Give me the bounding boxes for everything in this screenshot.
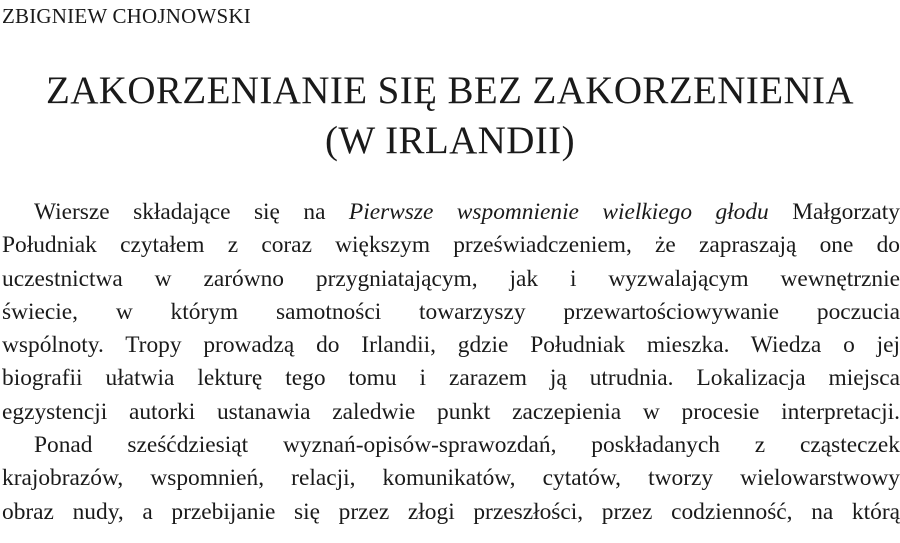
article-body	[2, 196, 900, 529]
text-line: uczestnictwa w zarówno przygniatającym, jak i wyzwalającym wewnętrznie	[2, 265, 900, 292]
title-line-2: (W IRLANDII)	[325, 119, 575, 162]
article-title	[0, 66, 900, 166]
text-line: obraz nudy, a przebijanie się przez złogi przeszłości, przez codzienność, na którą	[2, 498, 900, 525]
author-name: ZBIGNIEW CHOJNOWSKI	[2, 4, 251, 28]
text-line: egzystencji autorki ustanawia zaledwie punkt zaczepienia w procesie interpretacji.	[2, 398, 900, 425]
text-line: krajobrazów, wspomnień, relacji, komunikatów, cytatów, tworzy wielowarstwowy	[2, 465, 900, 492]
text-line: biografii ułatwia lekturę tego tomu i zarazem ją utrudnia. Lokalizacja miejsca	[2, 365, 900, 392]
paragraph-2	[2, 429, 900, 529]
text-run: Wiersze składające się na	[34, 199, 349, 225]
text-line: świecie, w którym samotności towarzyszy przewartościowywanie poczucia	[2, 298, 900, 325]
text-line	[2, 196, 900, 229]
book-title-italic: Pierwsze wspomnienie wielkiego głodu	[348, 199, 769, 225]
text-line: wspólnoty. Tropy prowadzą do Irlandii, gdzie Południak mieszka. Wiedza o jej	[2, 332, 900, 359]
paragraph-1	[2, 196, 900, 429]
title-line-1: ZAKORZENIANIE SIĘ BEZ ZAKORZENIENIA	[46, 69, 854, 112]
text-line: Południak czytałem z coraz większym przeświadczeniem, że zapraszają one do	[2, 232, 900, 259]
text-line: Ponad sześćdziesiąt wyznań-opisów-sprawozdań, poskładanych z cząsteczek	[34, 432, 900, 459]
text-run: Małgorzaty	[768, 199, 900, 225]
